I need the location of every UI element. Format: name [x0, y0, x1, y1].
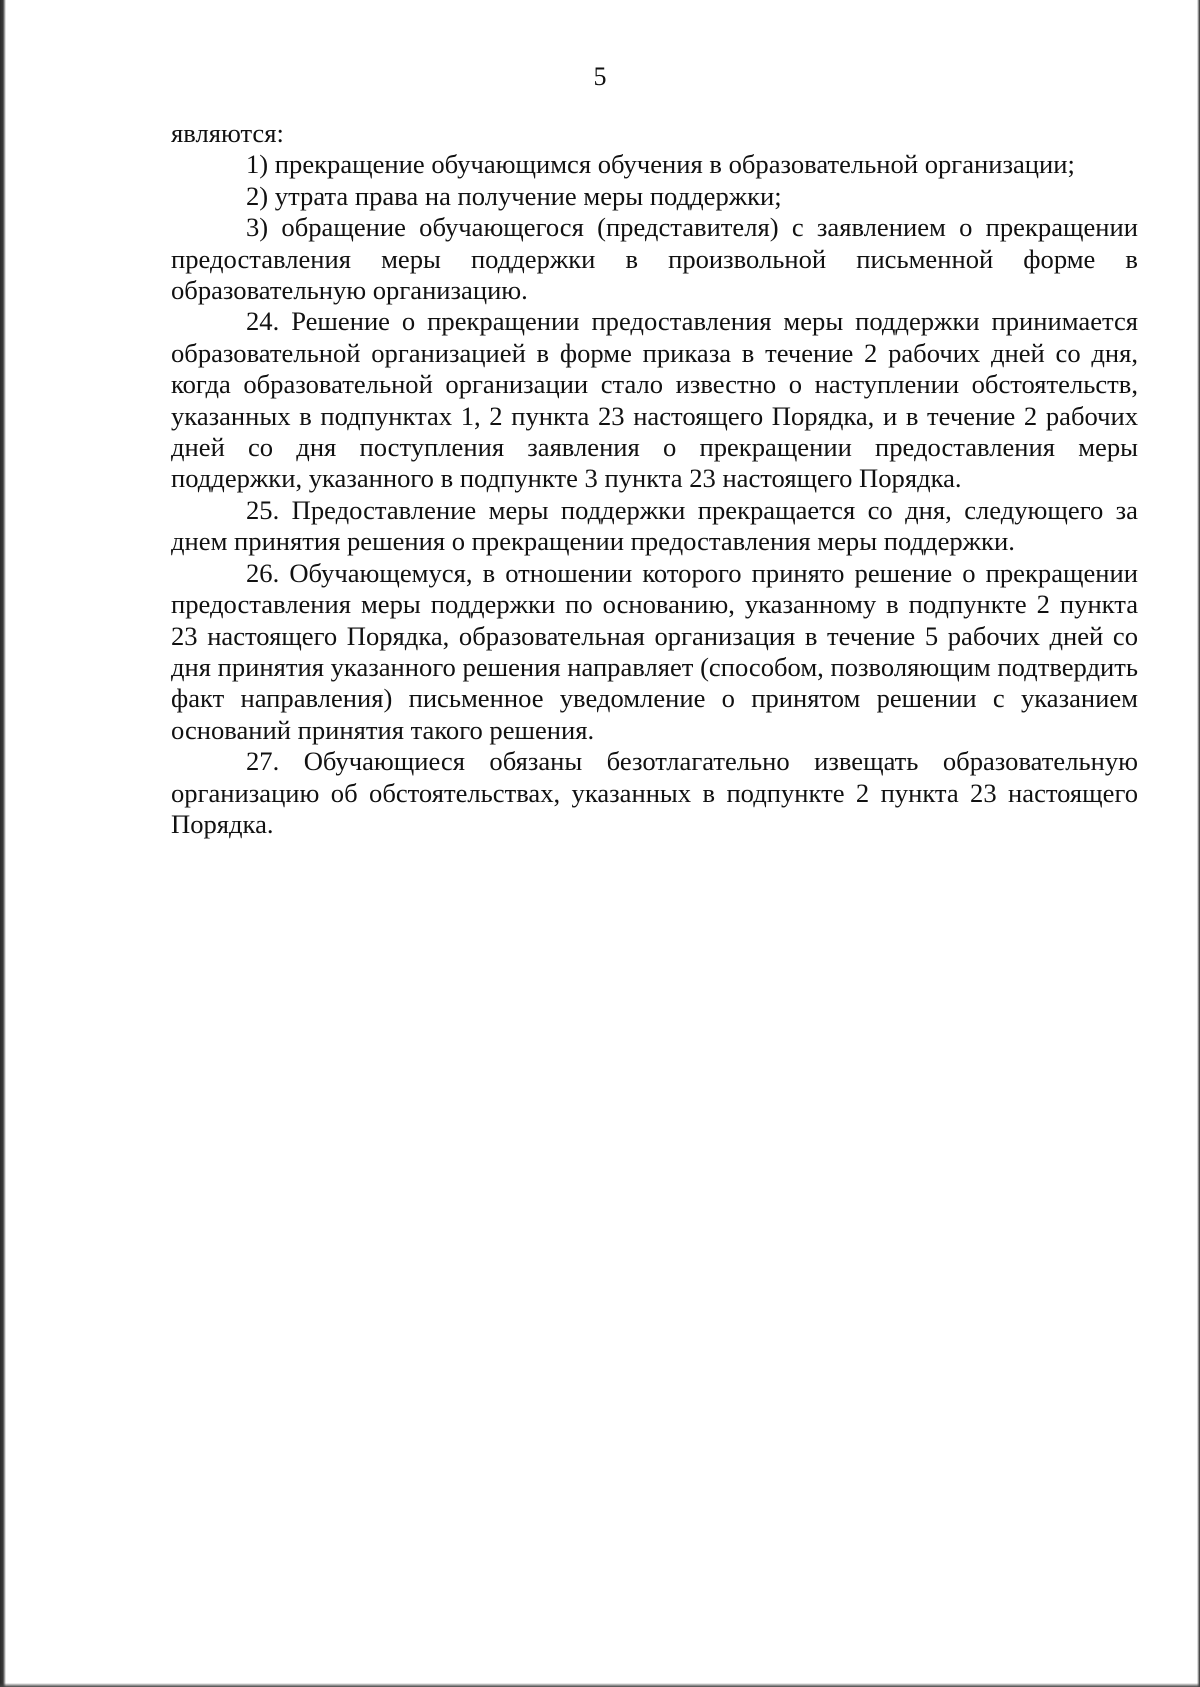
list-item-2: 2) утрата права на получение меры поддержки; — [246, 180, 782, 211]
page-number: 5 — [593, 62, 607, 91]
list-item-1: 1) прекращение обучающимся обучения в образовательной организации; — [246, 149, 1075, 180]
paragraph-26: 26. Обучающемуся, в отношении которого принято решение о прекращении предоставления меры поддержки по основанию, указанному в подпункте 2 пункта 23 настоящего Порядка, образовательная организация в течение 5 рабочих дней со дня принятия указанного решения направляет (способом, позволяющим подтвердить факт направления) письменное уведомление о принятом решении с указанием оснований принятия такого решения. — [171, 557, 1138, 745]
paragraph-27: 27. Обучающиеся обязаны безотлагательно извещать образовательную организацию об обстоятельствах, указанных в подпункте 2 пункта 23 настоящего Порядка. — [171, 746, 1138, 839]
document-body — [171, 118, 1138, 840]
scan-edge-left — [0, 0, 6, 1687]
paragraph-25: 25. Предоставление меры поддержки прекращается со дня, следующего за днем принятия решения о прекращении предоставления меры поддержки. — [171, 494, 1138, 557]
paragraph-24: 24. Решение о прекращении предоставления меры поддержки принимается образовательной организацией в форме приказа в течение 2 рабочих дней со дня, когда образовательной организации стало известно о наступлении обстоятельств, указанных в подпунктах 1, 2 пункта 23 настоящего Порядка, и в течение 2 рабочих дней со дня поступления заявления о прекращении предоставления меры поддержки, указанного в подпункте 3 пункта 23 настоящего Порядка. — [171, 306, 1138, 494]
paragraph-intro: являются: — [171, 118, 284, 148]
list-item-3: 3) обращение обучающегося (представителя) с заявлением о прекращении предоставления меры поддержки в произвольной письменной форме в образовательную организацию. — [171, 212, 1138, 306]
scan-edge-bottom — [0, 1683, 1200, 1687]
